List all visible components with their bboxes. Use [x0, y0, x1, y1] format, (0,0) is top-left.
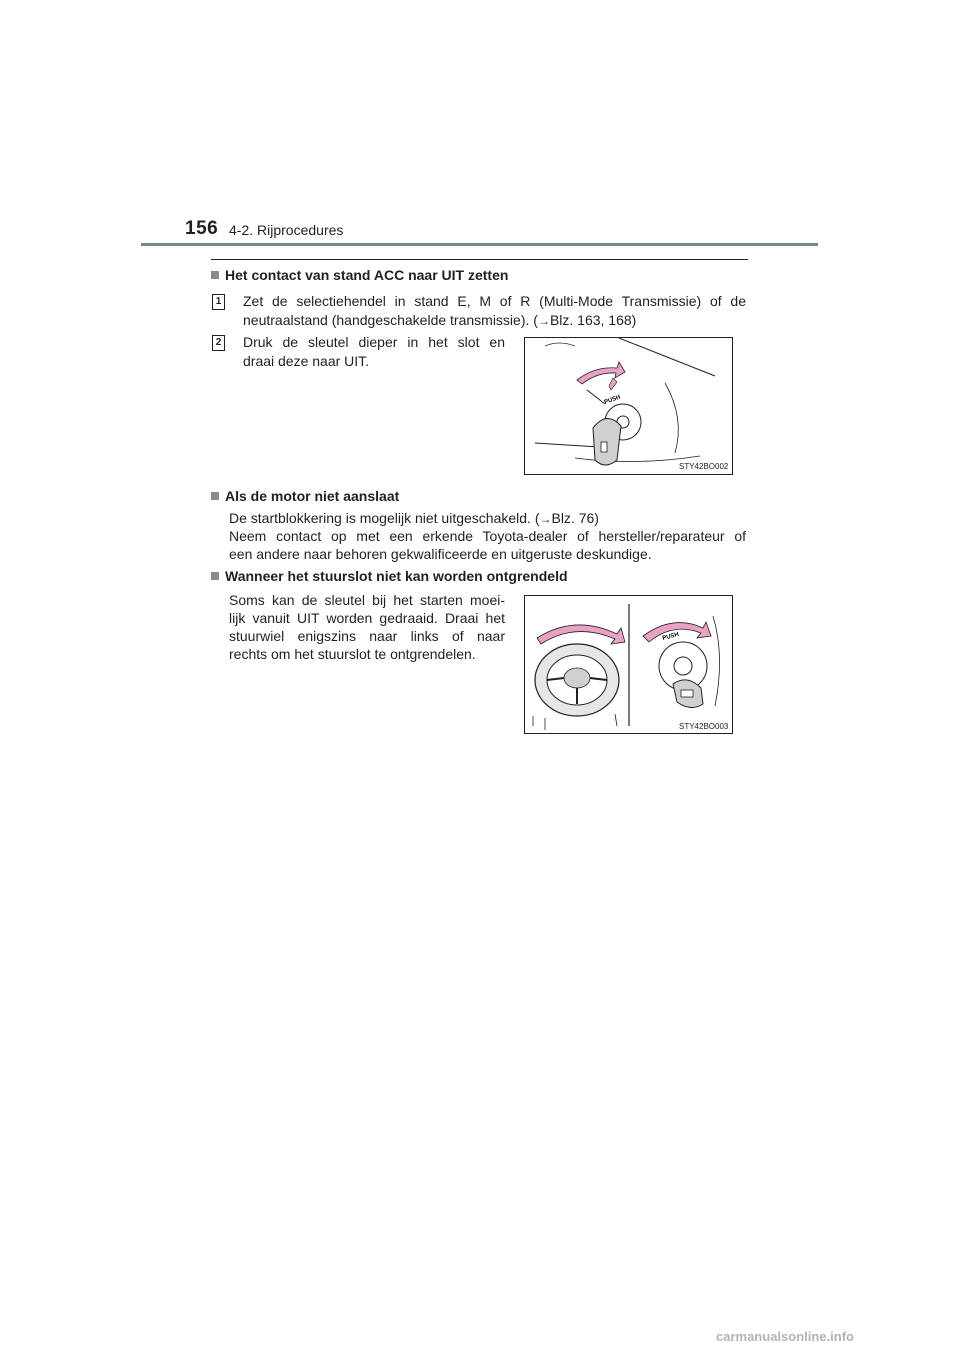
reference-arrow-icon: → [539, 512, 552, 526]
bullet-square-icon [211, 572, 219, 580]
section-divider [211, 259, 748, 260]
section2-line2: Neem contact op met een erkende Toyota-dealer of hersteller/reparateur of [229, 528, 746, 544]
header-rule [141, 243, 818, 246]
section-title-steering-lock: Wanneer het stuurslot niet kan worden ontgrendeld [211, 568, 568, 584]
section-title-acc-to-off: Het contact van stand ACC naar UIT zetten [211, 267, 508, 283]
section-title-engine-not-start: Als de motor niet aanslaat [211, 488, 399, 504]
step1-line1: Zet de selectiehendel in stand E, M of R (Multi-Mode Transmissie) of de [243, 293, 746, 309]
section3-line2: lijk vanuit UIT worden gedraaid. Draai het [229, 610, 505, 626]
reference-arrow-icon: → [537, 314, 550, 328]
section3-line1: Soms kan de sleutel bij het starten moei- [229, 592, 505, 608]
section2-line1: De startblokkering is mogelijk niet uitgeschakeld. (→Blz. 76) [229, 510, 599, 526]
bullet-square-icon [211, 492, 219, 500]
step-badge-2: 2 [212, 335, 225, 351]
bullet-square-icon [211, 271, 219, 279]
section2-line3: een andere naar behoren gekwalificeerde en uitgeruste deskundige. [229, 546, 652, 562]
chapter-title: 4-2. Rijprocedures [229, 222, 344, 238]
key-ignition-illustration [525, 338, 732, 474]
figure1-push-label: PUSH [603, 394, 622, 406]
figure2-code: STY42BO003 [679, 722, 729, 731]
figure1-code: STY42BO002 [679, 462, 729, 471]
step2-line1: Druk de sleutel dieper in het slot en [243, 334, 505, 350]
figure2-push-label: PUSH [661, 631, 680, 642]
section3-line4: rechts om het stuurslot te ontgrendelen. [229, 646, 476, 662]
figure-steering-wheel [524, 595, 733, 734]
step-badge-1: 1 [212, 294, 225, 310]
section3-line3: stuurwiel enigszins naar links of naar [229, 628, 505, 644]
watermark: carmanualsonline.info [716, 1329, 854, 1344]
page-number: 156 [185, 218, 219, 239]
steering-wheel-illustration [525, 596, 732, 733]
figure-key-ignition [524, 337, 733, 475]
step1-line2: neutraalstand (handgeschakelde transmissie). (→Blz. 163, 168) [243, 312, 637, 328]
step2-line2: draai deze naar UIT. [243, 353, 370, 369]
